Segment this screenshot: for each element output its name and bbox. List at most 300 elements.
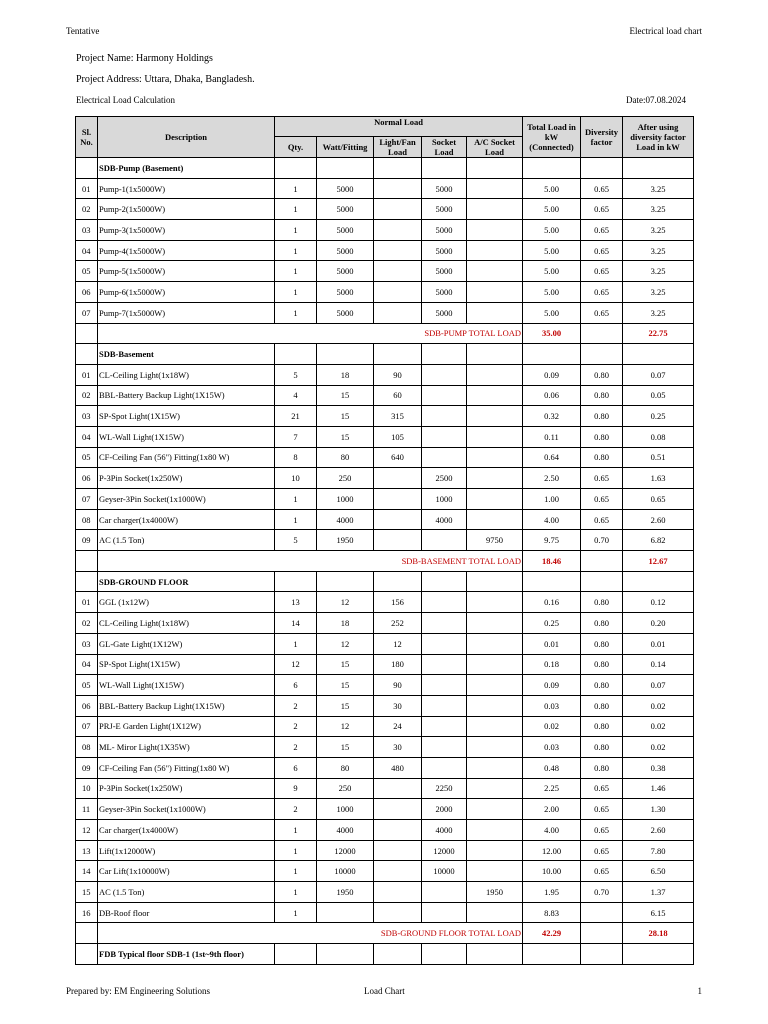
header-left-text: Tentative	[66, 26, 100, 36]
row-socket-load: 2500	[422, 468, 467, 489]
row-light-fan-load: 180	[374, 654, 422, 675]
row-qty: 2	[275, 737, 317, 758]
footer-prepared-by: Prepared by: EM Engineering Solutions	[66, 986, 210, 996]
header-watt-fitting: Watt/Fitting	[317, 137, 374, 158]
row-ac-socket-load	[467, 302, 523, 323]
row-sl-no: 13	[76, 840, 98, 861]
row-diversity-factor: 0.70	[581, 882, 623, 903]
row-diversity-factor: 0.65	[581, 489, 623, 510]
row-light-fan-load: 90	[374, 675, 422, 696]
row-sl-no: 14	[76, 861, 98, 882]
footer-page-number: 1	[697, 986, 702, 996]
section-empty-cell	[523, 158, 581, 179]
row-light-fan-load: 60	[374, 385, 422, 406]
table-body	[76, 158, 694, 965]
row-qty: 1	[275, 178, 317, 199]
row-total-load: 12.00	[523, 840, 581, 861]
table-row	[76, 675, 694, 696]
row-total-load: 8.83	[523, 902, 581, 923]
row-qty: 13	[275, 592, 317, 613]
row-sl-no: 09	[76, 530, 98, 551]
row-sl-no: 02	[76, 613, 98, 634]
section-empty-cell	[317, 344, 374, 365]
row-total-load: 4.00	[523, 509, 581, 530]
row-qty: 9	[275, 778, 317, 799]
row-light-fan-load: 156	[374, 592, 422, 613]
row-after-diversity: 3.25	[623, 220, 694, 241]
row-qty: 1	[275, 240, 317, 261]
row-watt-fitting: 15	[317, 426, 374, 447]
section-title: SDB-Pump (Basement)	[98, 158, 275, 179]
section-sl-cell	[76, 944, 98, 965]
row-diversity-factor: 0.80	[581, 695, 623, 716]
row-qty: 21	[275, 406, 317, 427]
row-qty: 4	[275, 385, 317, 406]
row-total-load: 9.75	[523, 530, 581, 551]
row-after-diversity: 0.02	[623, 695, 694, 716]
row-after-diversity: 1.30	[623, 799, 694, 820]
row-after-diversity: 3.25	[623, 302, 694, 323]
table-row	[76, 261, 694, 282]
row-watt-fitting: 1000	[317, 799, 374, 820]
section-empty-cell	[422, 344, 467, 365]
section-total-label: SDB-PUMP TOTAL LOAD	[98, 323, 523, 344]
row-qty: 14	[275, 613, 317, 634]
row-light-fan-load: 24	[374, 716, 422, 737]
row-sl-no: 05	[76, 261, 98, 282]
row-sl-no: 07	[76, 716, 98, 737]
row-light-fan-load: 480	[374, 757, 422, 778]
row-light-fan-load	[374, 902, 422, 923]
row-after-diversity: 3.25	[623, 261, 694, 282]
row-diversity-factor: 0.70	[581, 530, 623, 551]
row-ac-socket-load	[467, 385, 523, 406]
row-sl-no: 06	[76, 468, 98, 489]
load-table	[75, 116, 694, 965]
row-total-load: 0.64	[523, 447, 581, 468]
section-sl-cell	[76, 158, 98, 179]
row-watt-fitting: 12	[317, 633, 374, 654]
row-light-fan-load: 252	[374, 613, 422, 634]
row-total-load: 1.95	[523, 882, 581, 903]
table-row	[76, 385, 694, 406]
header-description: Description	[98, 117, 275, 158]
section-empty-cell	[275, 944, 317, 965]
section-empty-cell	[467, 571, 523, 592]
row-sl-no: 11	[76, 799, 98, 820]
table-row	[76, 654, 694, 675]
row-light-fan-load	[374, 199, 422, 220]
table-row	[76, 799, 694, 820]
row-description: CL-Ceiling Light(1x18W)	[98, 613, 275, 634]
section-total-row	[76, 923, 694, 944]
row-qty: 1	[275, 220, 317, 241]
section-row	[76, 944, 694, 965]
table-row	[76, 282, 694, 303]
row-ac-socket-load	[467, 861, 523, 882]
table-row	[76, 406, 694, 427]
row-diversity-factor: 0.80	[581, 613, 623, 634]
row-sl-no: 03	[76, 406, 98, 427]
table-row	[76, 861, 694, 882]
header-sl-no: Sl. No.	[76, 117, 98, 158]
row-socket-load	[422, 613, 467, 634]
row-diversity-factor: 0.65	[581, 820, 623, 841]
row-total-load: 5.00	[523, 302, 581, 323]
row-watt-fitting: 10000	[317, 861, 374, 882]
table-row	[76, 613, 694, 634]
row-qty: 5	[275, 364, 317, 385]
row-description: Car Lift(1x10000W)	[98, 861, 275, 882]
section-title: SDB-GROUND FLOOR	[98, 571, 275, 592]
row-description: P-3Pin Socket(1x250W)	[98, 468, 275, 489]
row-socket-load: 12000	[422, 840, 467, 861]
row-sl-no: 01	[76, 364, 98, 385]
row-qty: 2	[275, 716, 317, 737]
section-empty-cell	[623, 158, 694, 179]
row-qty: 12	[275, 654, 317, 675]
row-total-load: 2.00	[523, 799, 581, 820]
row-sl-no: 08	[76, 737, 98, 758]
row-light-fan-load	[374, 799, 422, 820]
row-sl-no: 06	[76, 282, 98, 303]
section-empty-cell	[523, 571, 581, 592]
row-total-load: 5.00	[523, 240, 581, 261]
row-ac-socket-load	[467, 799, 523, 820]
row-qty: 2	[275, 799, 317, 820]
row-after-diversity: 0.38	[623, 757, 694, 778]
row-description: WL-Wall Light(1X15W)	[98, 426, 275, 447]
row-ac-socket-load	[467, 840, 523, 861]
row-diversity-factor: 0.65	[581, 778, 623, 799]
row-diversity-factor: 0.80	[581, 675, 623, 696]
table-row	[76, 757, 694, 778]
row-description: Lift(1x12000W)	[98, 840, 275, 861]
row-diversity-factor: 0.80	[581, 385, 623, 406]
row-diversity-factor: 0.65	[581, 799, 623, 820]
row-diversity-factor: 0.65	[581, 199, 623, 220]
row-total-load: 2.50	[523, 468, 581, 489]
row-total-load: 0.11	[523, 426, 581, 447]
section-empty-cell	[467, 944, 523, 965]
row-ac-socket-load	[467, 178, 523, 199]
row-qty: 1	[275, 489, 317, 510]
row-ac-socket-load	[467, 592, 523, 613]
table-row	[76, 882, 694, 903]
section-empty-cell	[317, 944, 374, 965]
row-qty: 1	[275, 199, 317, 220]
row-ac-socket-load	[467, 716, 523, 737]
row-sl-no: 05	[76, 675, 98, 696]
row-sl-no: 03	[76, 633, 98, 654]
row-light-fan-load	[374, 778, 422, 799]
row-socket-load	[422, 530, 467, 551]
row-ac-socket-load	[467, 240, 523, 261]
row-diversity-factor: 0.80	[581, 592, 623, 613]
row-light-fan-load	[374, 840, 422, 861]
row-qty: 1	[275, 302, 317, 323]
table-row	[76, 199, 694, 220]
row-qty: 1	[275, 882, 317, 903]
row-socket-load: 1000	[422, 489, 467, 510]
row-diversity-factor: 0.80	[581, 716, 623, 737]
row-sl-no: 01	[76, 592, 98, 613]
row-total-load: 5.00	[523, 282, 581, 303]
row-after-diversity: 6.50	[623, 861, 694, 882]
row-watt-fitting: 4000	[317, 820, 374, 841]
row-sl-no: 10	[76, 778, 98, 799]
row-ac-socket-load	[467, 468, 523, 489]
row-light-fan-load	[374, 261, 422, 282]
section-title: SDB-Basement	[98, 344, 275, 365]
section-empty-cell	[374, 571, 422, 592]
row-light-fan-load	[374, 240, 422, 261]
row-light-fan-load	[374, 178, 422, 199]
row-description: Pump-1(1x5000W)	[98, 178, 275, 199]
section-empty-cell	[623, 344, 694, 365]
row-diversity-factor: 0.80	[581, 364, 623, 385]
row-diversity-factor: 0.80	[581, 654, 623, 675]
row-diversity-factor: 0.80	[581, 406, 623, 427]
section-empty-cell	[374, 158, 422, 179]
table-row	[76, 778, 694, 799]
row-sl-no: 02	[76, 385, 98, 406]
row-after-diversity: 0.12	[623, 592, 694, 613]
section-row	[76, 344, 694, 365]
row-light-fan-load: 640	[374, 447, 422, 468]
row-watt-fitting: 5000	[317, 178, 374, 199]
row-socket-load	[422, 675, 467, 696]
row-description: CF-Ceiling Fan (56") Fitting(1x80 W)	[98, 447, 275, 468]
row-sl-no: 05	[76, 447, 98, 468]
row-ac-socket-load	[467, 902, 523, 923]
row-description: BBL-Battery Backup Light(1X15W)	[98, 385, 275, 406]
table-row	[76, 840, 694, 861]
section-empty-cell	[422, 158, 467, 179]
section-total-value: 42.29	[523, 923, 581, 944]
section-empty-cell	[523, 944, 581, 965]
row-watt-fitting: 80	[317, 757, 374, 778]
row-diversity-factor: 0.65	[581, 302, 623, 323]
row-watt-fitting: 250	[317, 778, 374, 799]
section-total-row	[76, 323, 694, 344]
header-ac-socket-load: A/C Socket Load	[467, 137, 523, 158]
row-diversity-factor: 0.65	[581, 468, 623, 489]
section-empty-cell	[581, 158, 623, 179]
row-after-diversity: 7.80	[623, 840, 694, 861]
table-row	[76, 302, 694, 323]
row-sl-no: 04	[76, 654, 98, 675]
row-watt-fitting: 1950	[317, 882, 374, 903]
header-socket-load: Socket Load	[422, 137, 467, 158]
row-watt-fitting: 15	[317, 654, 374, 675]
section-row	[76, 571, 694, 592]
row-after-diversity: 2.60	[623, 509, 694, 530]
row-diversity-factor: 0.65	[581, 261, 623, 282]
section-empty-cell	[623, 571, 694, 592]
row-sl-no: 15	[76, 882, 98, 903]
row-watt-fitting: 18	[317, 613, 374, 634]
row-qty: 1	[275, 861, 317, 882]
total-sl-cell	[76, 323, 98, 344]
row-description: Car charger(1x4000W)	[98, 820, 275, 841]
section-empty-cell	[275, 571, 317, 592]
table-row	[76, 509, 694, 530]
row-description: PRJ-E Garden Light(1X12W)	[98, 716, 275, 737]
table-row	[76, 592, 694, 613]
row-light-fan-load	[374, 220, 422, 241]
row-watt-fitting: 80	[317, 447, 374, 468]
row-watt-fitting: 5000	[317, 282, 374, 303]
row-description: Pump-7(1x5000W)	[98, 302, 275, 323]
row-sl-no: 09	[76, 757, 98, 778]
row-total-load: 5.00	[523, 261, 581, 282]
row-qty: 1	[275, 509, 317, 530]
section-empty-cell	[374, 344, 422, 365]
row-description: AC (1.5 Ton)	[98, 882, 275, 903]
row-ac-socket-load	[467, 447, 523, 468]
row-ac-socket-load	[467, 489, 523, 510]
row-qty: 5	[275, 530, 317, 551]
row-after-diversity: 0.07	[623, 675, 694, 696]
row-after-diversity: 0.14	[623, 654, 694, 675]
row-sl-no: 01	[76, 178, 98, 199]
row-after-diversity: 0.08	[623, 426, 694, 447]
row-description: WL-Wall Light(1X15W)	[98, 675, 275, 696]
row-after-diversity: 0.51	[623, 447, 694, 468]
row-light-fan-load: 30	[374, 695, 422, 716]
header-right-text: Electrical load chart	[629, 26, 702, 36]
table-row	[76, 695, 694, 716]
row-socket-load	[422, 592, 467, 613]
section-total-label: SDB-GROUND FLOOR TOTAL LOAD	[98, 923, 523, 944]
row-ac-socket-load	[467, 282, 523, 303]
table-row	[76, 489, 694, 510]
row-watt-fitting	[317, 902, 374, 923]
row-description: CL-Ceiling Light(1x18W)	[98, 364, 275, 385]
row-after-diversity: 1.46	[623, 778, 694, 799]
row-ac-socket-load	[467, 509, 523, 530]
row-watt-fitting: 15	[317, 385, 374, 406]
table-row	[76, 902, 694, 923]
section-empty-cell	[581, 571, 623, 592]
row-sl-no: 08	[76, 509, 98, 530]
section-row	[76, 158, 694, 179]
row-light-fan-load: 12	[374, 633, 422, 654]
row-total-load: 0.16	[523, 592, 581, 613]
row-qty: 1	[275, 261, 317, 282]
row-after-diversity: 0.02	[623, 716, 694, 737]
section-empty-cell	[523, 344, 581, 365]
row-diversity-factor	[581, 902, 623, 923]
row-total-load: 0.48	[523, 757, 581, 778]
row-watt-fitting: 4000	[317, 509, 374, 530]
row-ac-socket-load	[467, 820, 523, 841]
row-socket-load	[422, 447, 467, 468]
section-total-after: 22.75	[623, 323, 694, 344]
row-ac-socket-load	[467, 778, 523, 799]
row-ac-socket-load	[467, 675, 523, 696]
row-socket-load	[422, 426, 467, 447]
row-watt-fitting: 5000	[317, 261, 374, 282]
row-ac-socket-load	[467, 633, 523, 654]
table-row	[76, 737, 694, 758]
row-after-diversity: 0.07	[623, 364, 694, 385]
row-ac-socket-load	[467, 199, 523, 220]
section-empty-cell	[581, 944, 623, 965]
table-row	[76, 364, 694, 385]
row-socket-load: 5000	[422, 261, 467, 282]
row-diversity-factor: 0.65	[581, 282, 623, 303]
section-empty-cell	[581, 344, 623, 365]
project-address: Project Address: Uttara, Dhaka, Bangladesh.	[76, 74, 255, 85]
row-sl-no: 04	[76, 426, 98, 447]
row-ac-socket-load: 1950	[467, 882, 523, 903]
table-row	[76, 633, 694, 654]
section-total-after: 28.18	[623, 923, 694, 944]
row-description: Pump-6(1x5000W)	[98, 282, 275, 303]
section-sl-cell	[76, 571, 98, 592]
project-name: Project Name: Harmony Holdings	[76, 53, 213, 64]
row-sl-no: 07	[76, 302, 98, 323]
row-socket-load	[422, 633, 467, 654]
row-sl-no: 02	[76, 199, 98, 220]
row-total-load: 0.09	[523, 675, 581, 696]
row-description: Pump-4(1x5000W)	[98, 240, 275, 261]
row-description: Geyser-3Pin Socket(1x1000W)	[98, 799, 275, 820]
row-watt-fitting: 5000	[317, 240, 374, 261]
row-qty: 1	[275, 840, 317, 861]
row-watt-fitting: 5000	[317, 199, 374, 220]
row-after-diversity: 0.25	[623, 406, 694, 427]
row-ac-socket-load	[467, 426, 523, 447]
row-qty: 1	[275, 902, 317, 923]
row-light-fan-load	[374, 882, 422, 903]
row-total-load: 0.06	[523, 385, 581, 406]
row-qty: 6	[275, 757, 317, 778]
row-total-load: 5.00	[523, 199, 581, 220]
row-diversity-factor: 0.65	[581, 861, 623, 882]
row-total-load: 0.25	[523, 613, 581, 634]
row-description: P-3Pin Socket(1x250W)	[98, 778, 275, 799]
section-sl-cell	[76, 344, 98, 365]
row-sl-no: 16	[76, 902, 98, 923]
row-ac-socket-load	[467, 364, 523, 385]
table-row	[76, 468, 694, 489]
footer-title: Load Chart	[364, 986, 405, 996]
row-total-load: 1.00	[523, 489, 581, 510]
row-light-fan-load: 315	[374, 406, 422, 427]
section-empty-cell	[317, 571, 374, 592]
section-empty-cell	[467, 344, 523, 365]
row-light-fan-load	[374, 468, 422, 489]
table-row	[76, 220, 694, 241]
row-watt-fitting: 1950	[317, 530, 374, 551]
row-diversity-factor: 0.80	[581, 737, 623, 758]
row-after-diversity: 1.63	[623, 468, 694, 489]
row-total-load: 0.02	[523, 716, 581, 737]
section-empty-cell	[275, 158, 317, 179]
row-light-fan-load	[374, 861, 422, 882]
row-total-load: 0.03	[523, 695, 581, 716]
row-total-load: 4.00	[523, 820, 581, 841]
section-empty-cell	[275, 344, 317, 365]
section-total-diversity	[581, 923, 623, 944]
row-after-diversity: 1.37	[623, 882, 694, 903]
row-watt-fitting: 12000	[317, 840, 374, 861]
row-diversity-factor: 0.65	[581, 509, 623, 530]
row-socket-load	[422, 406, 467, 427]
